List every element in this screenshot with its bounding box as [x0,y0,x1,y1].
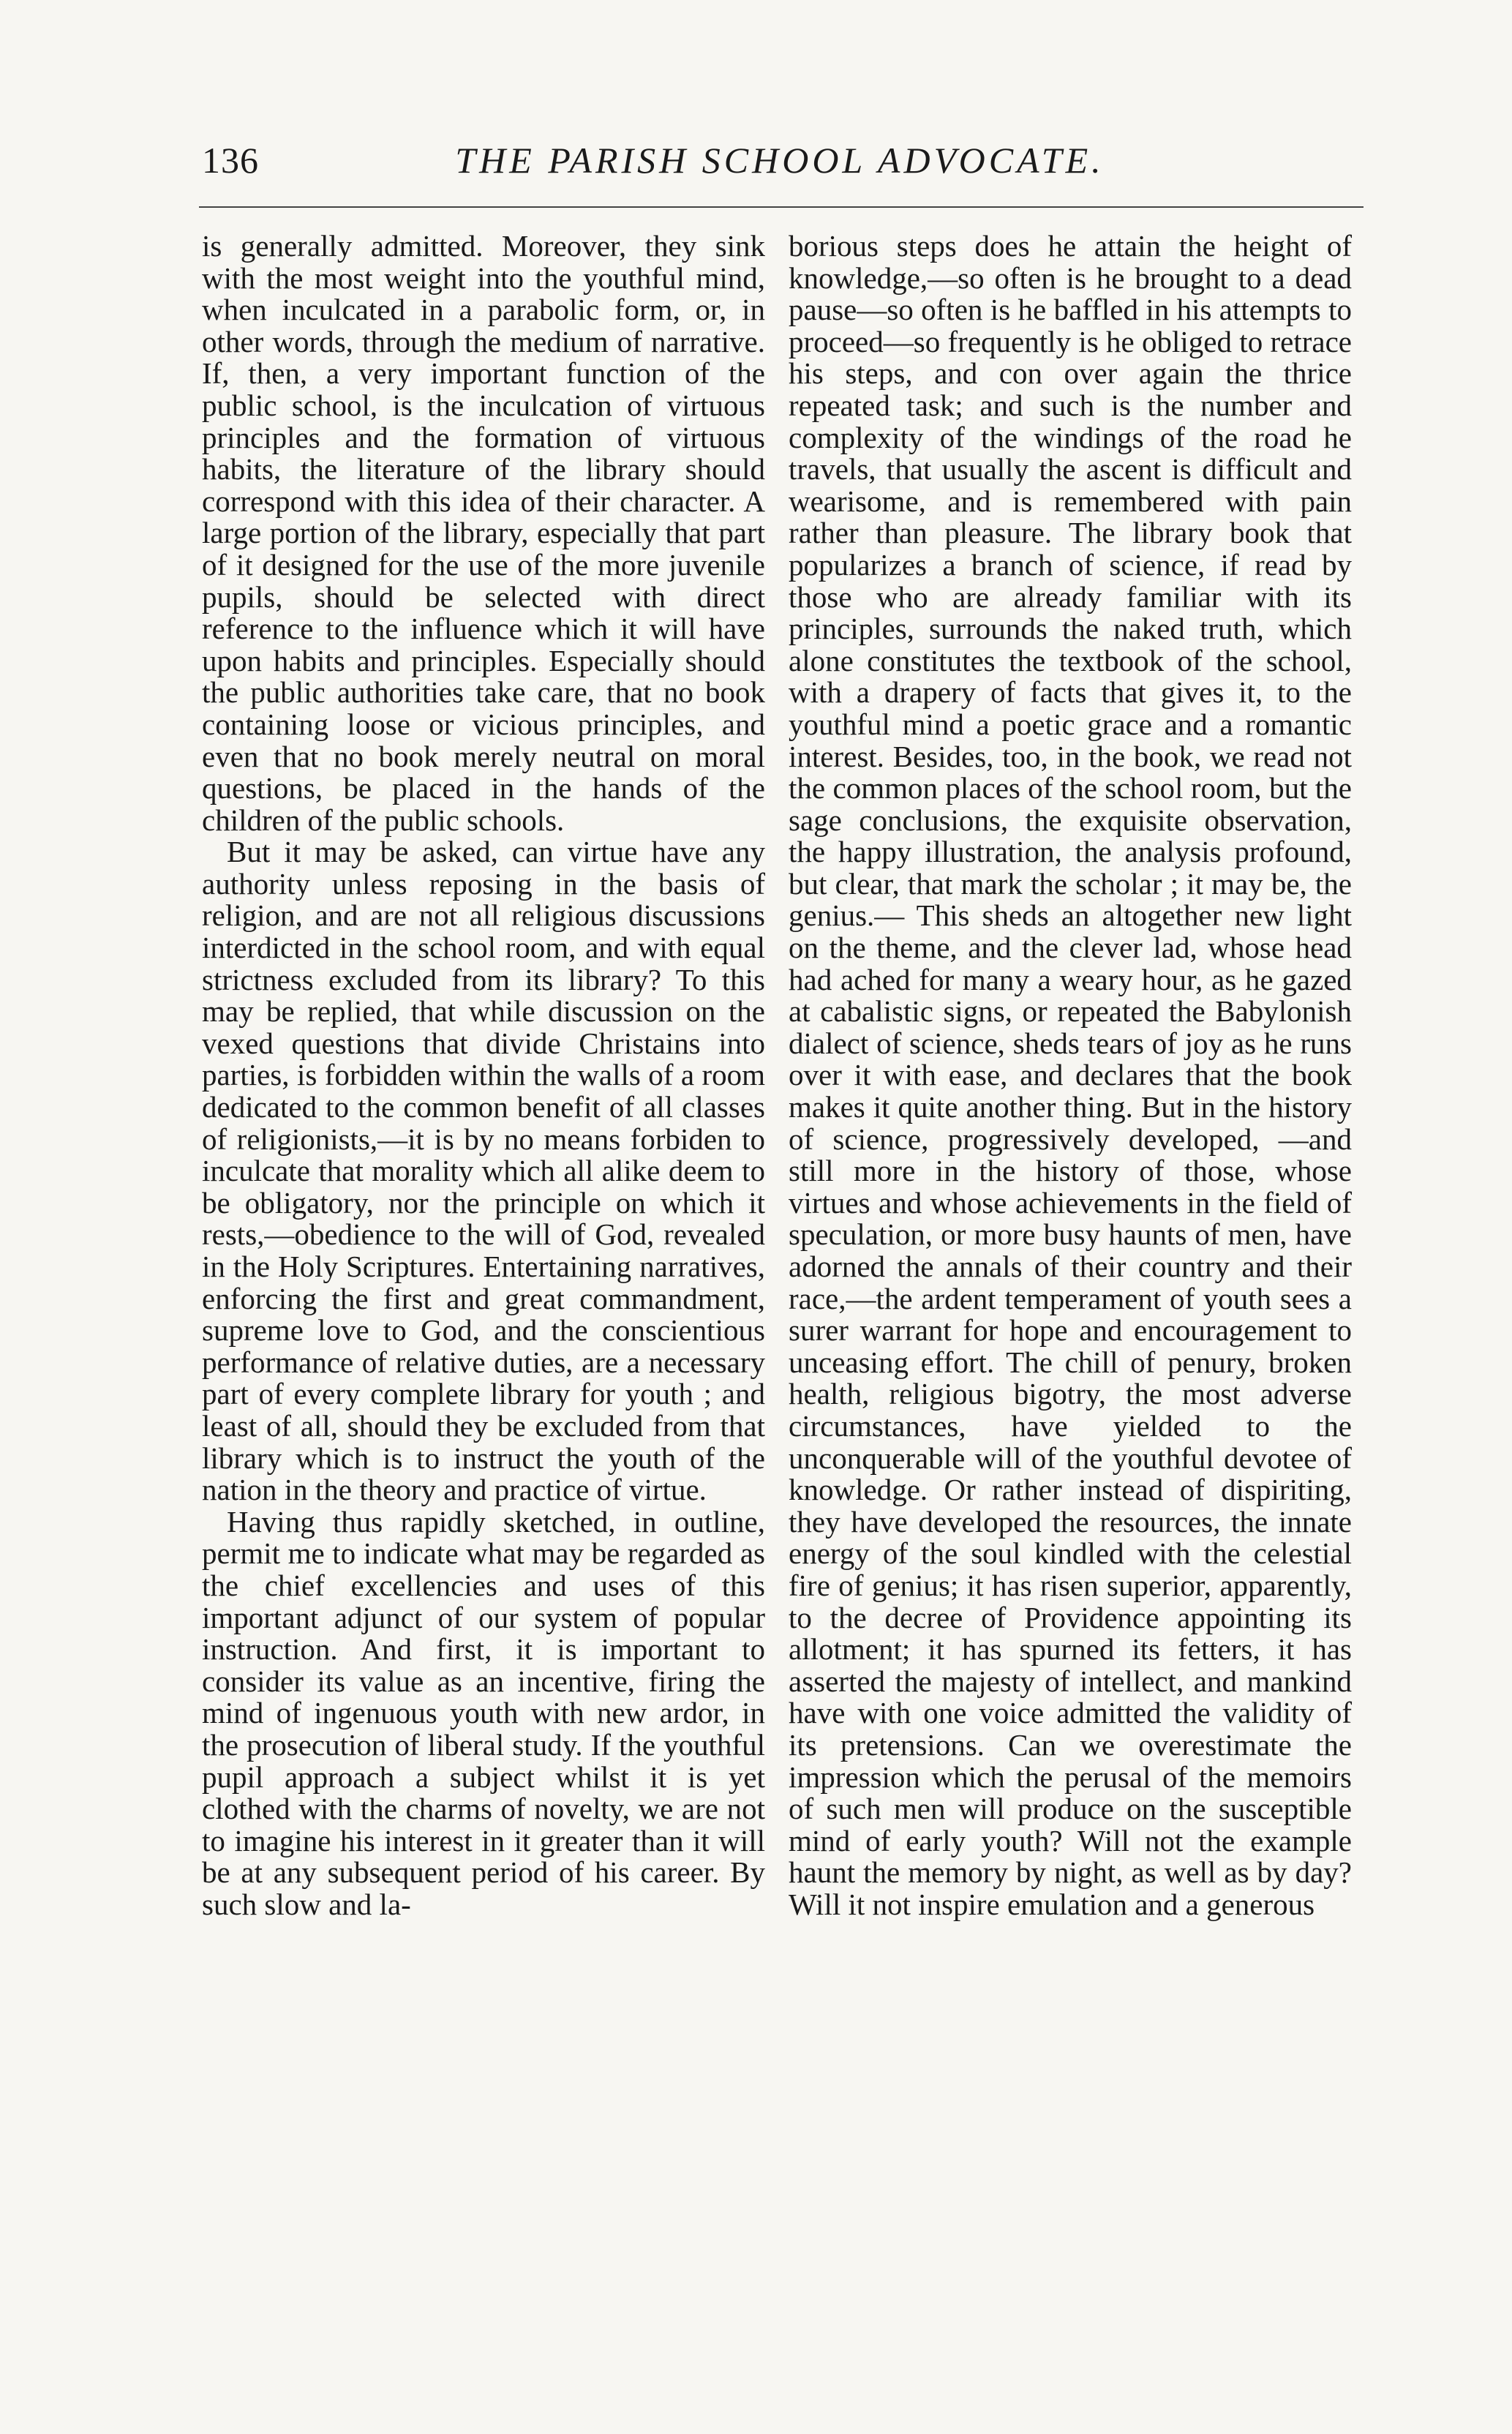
page-number: 136 [202,140,259,181]
paragraph: Having thus rapidly sketched, in outline, permit me to indicate what may be regarded as the chief excellencies and uses of this important adjunct of our system of popular instruction. And first, it is important to consider its value as an incentive, firing the mind of ingenuous youth with new ardor, in the prosecution of liberal study. If the youthful pupil approach a subject whilst it is yet clothed with the charms of novelty, we are not to imagine his interest in it greater than it will be at any subsequent period of his career. By such slow and la- [202,1504,765,1921]
page-header [202,132,1358,190]
left-column [202,230,765,1920]
header-rule [199,206,1364,208]
running-title: THE PARISH SCHOOL ADVOCATE. [455,140,1105,181]
paragraph: But it may be asked, can virtue have any authority unless reposing in the basis of religion, and are not all religious discussions interdicted in the school room, and with equal strictness excluded from its library? To this may be replied, that while discussion on the vexed questions that divide Christains into parties, is forbidden within the walls of a room dedicated to the common benefit of all classes of religionists,—it is by no means forbiden to inculcate that morality which all alike deem to be obligatory, nor the principle on which it rests,—obedience to the will of God, revealed in the Holy Scriptures. Entertaining narratives, enforcing the first and great commandment, supreme love to God, and the conscientious performance of relative duties, are a necessary part of every complete library for youth ; and least of all, should they be excluded from that library which is to instruct the youth of the nation in the theory and practice of virtue. [202,835,765,1507]
right-column [789,230,1352,1920]
paragraph: borious steps does he attain the height of knowledge,—so often is he brought to a dead pause—so often is he baffled in his attempts to proceed—so frequently is he obliged to retrace his steps, and con over again the thrice repeated task; and such is the number and complexity of the windings of the road he travels, that usually the ascent is difficult and wearisome, and is remembered with pain rather than pleasure. The library book that popularizes a branch of science, if read by those who are already familiar with its principles, surrounds the naked truth, which alone constitutes the textbook of the school, with a drapery of facts that gives it, to the youthful mind a poetic grace and a romantic interest. Besides, too, in the book, we read not the common places of the school room, but the sage conclusions, the exquisite observation, the happy illustration, the analysis profound, but clear, that mark the scholar ; it may be, the genius.— This sheds an altogether new light on the theme, and the clever lad, whose head had ached for many a weary hour, as he gazed at cabalistic signs, or repeated the Babylonish dialect of science, sheds tears of joy as he runs over it with ease, and declares that the book makes it quite another thing. But in the history of science, progressively developed, —and still more in the history of those, whose virtues and whose achievements in the field of speculation, or more busy haunts of men, have adorned the annals of their country and their race,—the ardent temperament of youth sees a surer warrant for hope and encouragement to unceasing effort. The chill of penury, broken health, religious bigotry, the most adverse circumstances, have yielded to the unconquerable will of the youthful devotee of knowledge. Or rather instead of dispiriting, they have developed the resources, the innate energy of the soul kindled with the celestial fire of genius; it has risen superior, apparently, to the decree of Providence appointing its allotment; it has spurned its fetters, it has asserted the majesty of intellect, and mankind have with one voice admitted the validity of its pretensions. Can we overestimate the impression which the perusal of the memoirs of such men will produce on the susceptible mind of early youth? Will not the example haunt the memory by night, as well as by day? Will it not inspire emulation and a generous [789,229,1352,1921]
paragraph: is generally admitted. Moreover, they sink with the most weight into the youthful mind, when inculcated in a parabolic form, or, in other words, through the medium of narrative. If, then, a very important function of the public school, is the inculcation of virtuous principles and the formation of virtuous habits, the literature of the library should correspond with this idea of their character. A large portion of the library, especially that part of it designed for the use of the more juvenile pupils, should be selected with direct reference to the influence which it will have upon habits and principles. Especially should the public authorities take care, that no book containing loose or vicious principles, and even that no book merely neutral on moral questions, be placed in the hands of the children of the public schools. [202,229,765,837]
